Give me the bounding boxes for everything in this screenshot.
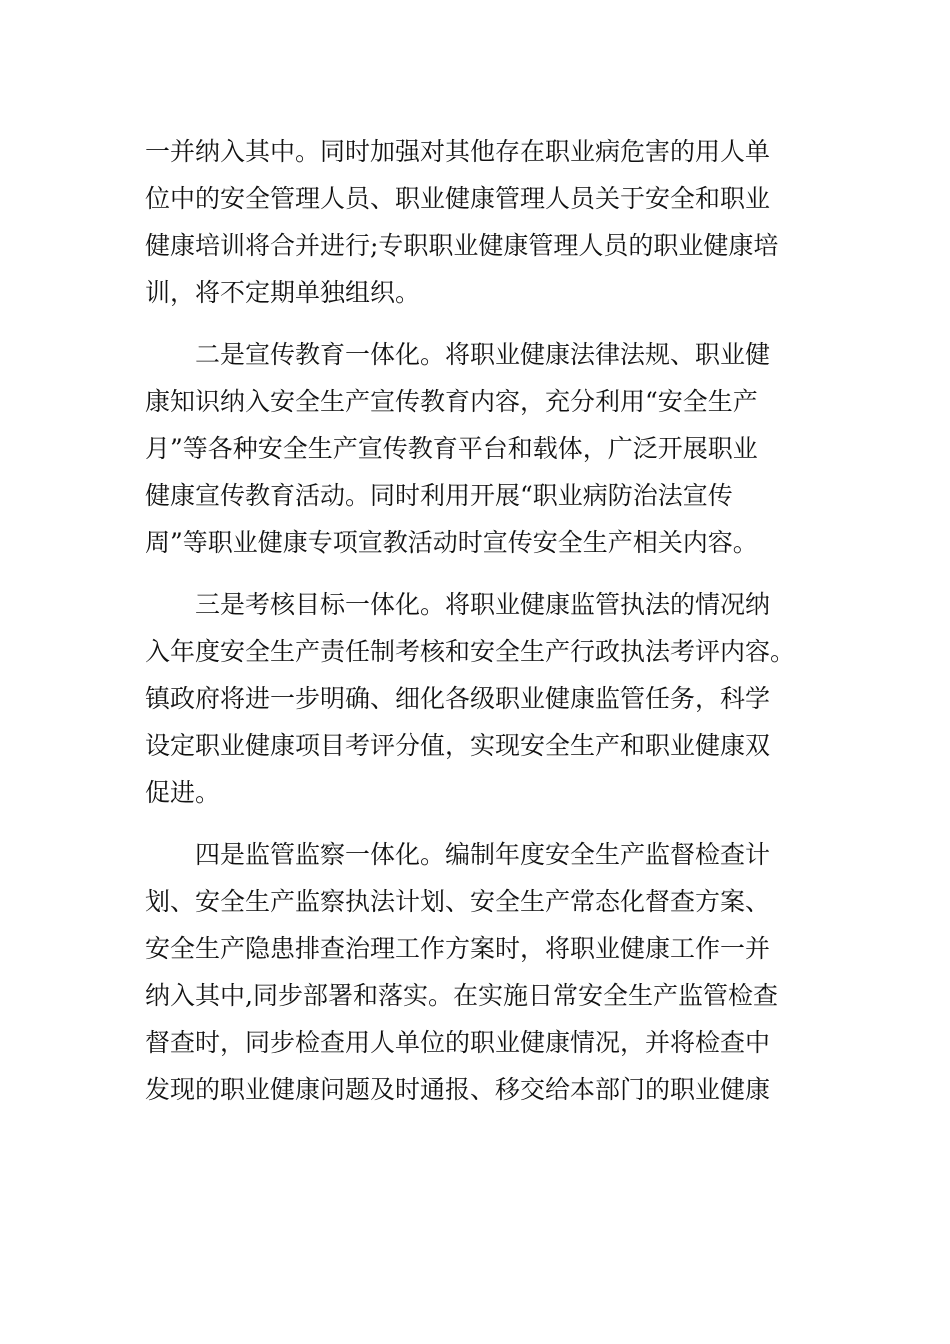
text-line: 四是监管监察一体化。编制年度安全生产监督检查计 (195, 840, 771, 869)
text-line: 周”等职业健康专项宣教活动时宣传安全生产相关内容。 (145, 528, 758, 557)
text-line: 健康培训将合并进行;专职职业健康管理人员的职业健康培 (145, 231, 779, 260)
text-line: 促进。 (145, 778, 221, 807)
paragraph-4 (145, 831, 805, 1113)
text-line: 康知识纳入安全生产宣传教育内容，充分利用“安全生产 (145, 387, 758, 416)
paragraph-2 (145, 331, 805, 566)
text-line: 二是宣传教育一体化。将职业健康法律法规、职业健 (195, 340, 771, 369)
text-line: 训，将不定期单独组织。 (145, 278, 421, 307)
text-line: 发现的职业健康问题及时通报、移交给本部门的职业健康 (145, 1075, 771, 1104)
paragraph-1 (145, 128, 805, 316)
text-line: 一并纳入其中。同时加强对其他存在职业病危害的用人单 (145, 137, 771, 166)
text-line: 督查时，同步检查用人单位的职业健康情况，并将检查中 (145, 1028, 771, 1057)
paragraph-spacer (145, 566, 805, 581)
text-line: 位中的安全管理人员、职业健康管理人员关于安全和职业 (145, 184, 771, 213)
text-line: 月”等各种安全生产宣传教育平台和载体，广泛开展职业 (145, 434, 758, 463)
text-line: 健康宣传教育活动。同时利用开展“职业病防治法宣传 (145, 481, 733, 510)
text-line: 安全生产隐患排查治理工作方案时，将职业健康工作一并 (145, 934, 771, 963)
text-line: 划、安全生产监察执法计划、安全生产常态化督查方案、 (145, 887, 771, 916)
paragraph-spacer (145, 816, 805, 831)
paragraph-spacer (145, 316, 805, 331)
text-line: 三是考核目标一体化。将职业健康监管执法的情况纳 (195, 590, 771, 619)
text-line: 纳入其中,同步部署和落实。在实施日常安全生产监管检查 (145, 981, 778, 1010)
text-line: 镇政府将进一步明确、细化各级职业健康监管任务，科学 (145, 684, 771, 713)
paragraph-3 (145, 581, 805, 816)
text-line: 设定职业健康项目考评分值，实现安全生产和职业健康双 (145, 731, 771, 760)
text-line: 入年度安全生产责任制考核和安全生产行政执法考评内容。 (145, 637, 796, 666)
document-body (145, 128, 805, 1113)
